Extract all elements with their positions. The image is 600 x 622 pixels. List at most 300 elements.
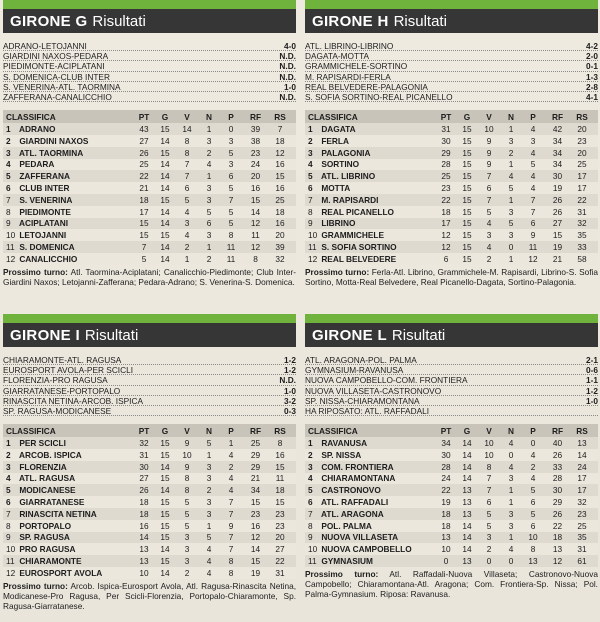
table-row — [3, 194, 296, 206]
team-position: 6 — [6, 497, 11, 507]
team-name: ATL. RAFFADALI — [321, 497, 389, 507]
match-score: 0-1 — [586, 61, 598, 72]
match-score: N.D. — [279, 375, 296, 386]
table-row — [3, 532, 296, 544]
header-classifica: CLASSIFICA — [6, 425, 56, 436]
team-name: RINASCITA NETINA — [19, 508, 97, 519]
next-round — [3, 267, 296, 287]
stat-n: 3 — [508, 230, 514, 241]
stat-n: 3 — [508, 206, 514, 217]
stat-p: 4 — [530, 449, 536, 460]
stat-pt: 18 — [139, 497, 149, 507]
team-cell — [6, 242, 134, 252]
stat-rf: 34 — [552, 135, 563, 146]
team-position: 5 — [6, 171, 11, 182]
stat-rs: 18 — [275, 135, 285, 146]
stat-pt: 25 — [139, 159, 149, 170]
stat-rf: 15 — [250, 555, 261, 566]
team-position: 8 — [6, 520, 11, 531]
risultati-label: Risultati — [84, 326, 139, 344]
stat-rf: 33 — [552, 461, 563, 472]
stat-pt: 29 — [441, 147, 451, 158]
result-row — [3, 92, 296, 102]
team-cell — [308, 438, 436, 448]
stat-rs: 15 — [275, 171, 285, 182]
stat-rs: 13 — [577, 438, 587, 449]
stat-pt: 32 — [139, 438, 149, 449]
stat-n: 4 — [206, 544, 212, 555]
stat-rs: 32 — [275, 253, 285, 264]
match-name: M. RAPISARDI-FERLA — [305, 71, 391, 82]
stat-pt: 28 — [441, 159, 451, 170]
stat-rs: 17 — [577, 171, 587, 182]
stat-p: 5 — [228, 183, 234, 193]
stat-g: 15 — [160, 449, 170, 460]
team-cell — [6, 254, 134, 264]
team-name: PORTOPALO — [19, 520, 72, 531]
match-name: S. SOFIA SORTINO-REAL PICANELLO — [305, 91, 453, 102]
stat-rf: 24 — [250, 159, 261, 170]
accent-bar — [3, 314, 296, 323]
stat-v: 5 — [486, 508, 492, 519]
stat-p: 0 — [228, 124, 234, 135]
team-name: MODICANESE — [19, 485, 76, 496]
stat-v: 6 — [486, 497, 492, 507]
stat-p: 9 — [530, 230, 536, 241]
team-cell — [6, 532, 134, 542]
match-score: 0-3 — [284, 405, 296, 416]
result-row — [305, 72, 598, 82]
girone-g-panel — [3, 0, 296, 287]
stat-n: 2 — [206, 147, 212, 158]
header-rf: RF — [249, 425, 262, 436]
stat-rs: 22 — [275, 555, 285, 566]
stat-rs: 32 — [577, 218, 587, 229]
team-name: COM. FRONTIERA — [321, 461, 394, 472]
stat-rs: 17 — [577, 473, 587, 484]
team-position: 12 — [308, 253, 318, 264]
team-name: ATL. LIBRINO — [321, 171, 376, 182]
stat-v: 8 — [184, 135, 190, 146]
team-name: ZAFFERANA — [19, 171, 71, 182]
stat-g: 14 — [462, 520, 472, 531]
stat-n: 3 — [206, 461, 212, 472]
team-position: 3 — [308, 461, 313, 472]
team-name: PEDARA — [19, 159, 55, 170]
header-rs: RS — [576, 111, 588, 122]
team-cell — [6, 485, 134, 495]
stat-pt: 27 — [139, 473, 149, 484]
stat-p: 8 — [228, 230, 234, 241]
stat-rs: 31 — [275, 567, 285, 578]
stat-rs: 14 — [577, 449, 587, 460]
table-row — [3, 170, 296, 182]
team-cell — [308, 532, 436, 542]
stat-rs: 23 — [577, 508, 587, 519]
stat-p: 6 — [530, 520, 536, 531]
next-round-label: Prossimo turno: — [3, 266, 68, 277]
match-score: 0-6 — [586, 365, 598, 376]
stat-g: 15 — [160, 473, 170, 484]
stat-p: 8 — [530, 544, 536, 555]
stat-pt: 18 — [441, 520, 451, 531]
match-score: 1-0 — [284, 385, 296, 396]
stat-pt: 10 — [441, 544, 451, 555]
stat-n: 4 — [508, 438, 514, 449]
stat-g: 15 — [160, 555, 170, 566]
girone-i-panel — [3, 314, 296, 611]
table-row — [305, 170, 598, 182]
results-list — [3, 355, 296, 416]
stat-p: 9 — [228, 520, 234, 531]
team-name: REAL PICANELLO — [321, 206, 394, 217]
stat-rf: 21 — [250, 473, 261, 484]
team-position: 8 — [308, 206, 313, 217]
stat-v: 6 — [486, 183, 492, 193]
team-position: 11 — [6, 555, 15, 566]
header-n: N — [508, 111, 514, 122]
girone-name: GIRONE I — [10, 326, 80, 344]
result-row — [305, 92, 598, 102]
stat-g: 14 — [462, 438, 472, 449]
team-cell — [6, 171, 134, 181]
accent-bar — [305, 314, 598, 323]
table-row — [3, 461, 296, 473]
stat-pt: 34 — [441, 438, 451, 449]
stat-pt: 28 — [441, 461, 451, 472]
team-cell — [308, 473, 436, 483]
table-row — [3, 484, 296, 496]
stat-n: 3 — [206, 194, 212, 205]
stat-rs: 15 — [275, 497, 285, 507]
stat-v: 0 — [486, 555, 492, 566]
team-cell — [6, 497, 134, 507]
stat-rs: 20 — [577, 124, 587, 135]
stat-g: 13 — [462, 555, 472, 566]
stat-p: 1 — [228, 438, 234, 449]
team-name: PIEDIMONTE — [19, 206, 71, 217]
team-name: ATL. RAGUSA — [19, 473, 76, 484]
stat-rf: 14 — [250, 544, 261, 555]
stat-v: 14 — [182, 124, 192, 135]
stat-rf: 12 — [250, 241, 261, 252]
stat-n: 2 — [206, 485, 212, 496]
stat-g: 15 — [160, 194, 170, 205]
team-name: RAVANUSA — [321, 438, 368, 449]
stat-n: 3 — [206, 497, 212, 507]
stat-n: 5 — [206, 438, 212, 449]
result-row — [3, 61, 296, 71]
next-round-fixtures: Arcob. Ispica-Eurosport Avola, Atl. Ragusa-Rinascita Netina, Modicanese-Pro Ragusa, Per Scicli-Florenzia, Portopalo-Chiaramonte, Sp. Ragusa-Giarratanese. — [3, 580, 297, 612]
stat-rf: 18 — [552, 532, 563, 543]
team-position: 2 — [6, 135, 11, 146]
team-cell — [308, 195, 436, 205]
team-name: CLUB INTER — [19, 183, 70, 193]
next-round-label: Prossimo turno: — [305, 568, 379, 579]
stat-n: 2 — [508, 147, 514, 158]
stat-n: 5 — [206, 532, 212, 543]
match-name: ATL. LIBRINO-LIBRINO — [305, 41, 394, 51]
stat-pt: 18 — [139, 194, 149, 205]
stat-n: 1 — [206, 171, 212, 182]
team-position: 5 — [308, 485, 313, 496]
table-row — [305, 437, 598, 449]
stat-rf: 26 — [552, 206, 563, 217]
team-cell — [308, 136, 436, 146]
stat-p: 11 — [528, 241, 538, 252]
table-row — [305, 206, 598, 218]
stat-rf: 34 — [552, 159, 563, 170]
stat-g: 14 — [160, 171, 170, 182]
header-pt: PT — [138, 111, 150, 122]
stat-pt: 12 — [441, 241, 451, 252]
stat-pt: 17 — [139, 206, 149, 217]
team-position: 10 — [6, 544, 16, 555]
team-position: 3 — [6, 147, 11, 158]
team-cell — [6, 544, 134, 554]
match-name: CHIARAMONTE-ATL. RAGUSA — [3, 355, 122, 365]
team-cell — [308, 242, 436, 252]
stat-rf: 15 — [250, 194, 261, 205]
stat-g: 15 — [462, 230, 472, 241]
header-rs: RS — [274, 425, 286, 436]
match-score: 4-1 — [586, 91, 598, 102]
team-position: 6 — [6, 183, 11, 193]
team-position: 12 — [6, 567, 16, 578]
stat-pt: 22 — [139, 171, 149, 182]
stat-n: 1 — [508, 532, 514, 543]
stat-rf: 34 — [552, 147, 563, 158]
stat-pt: 24 — [441, 473, 451, 484]
match-name: SP. NISSA-CHIARAMONTANA — [305, 395, 420, 406]
stat-v: 10 — [484, 124, 494, 135]
stat-p: 0 — [530, 438, 536, 449]
team-cell — [6, 124, 134, 134]
match-name: SP. RAGUSA-MODICANESE — [3, 405, 112, 416]
stat-p: 5 — [530, 485, 536, 496]
stat-n: 1 — [206, 449, 212, 460]
team-name: LIBRINO — [321, 218, 356, 229]
stat-n: 3 — [206, 473, 212, 484]
team-cell — [308, 218, 436, 228]
match-score: 1-3 — [586, 71, 598, 82]
stat-pt: 10 — [139, 567, 149, 578]
match-name: DAGATA-MOTTA — [305, 51, 370, 62]
header-pt: PT — [440, 425, 452, 436]
stat-pt: 26 — [139, 485, 149, 496]
result-row — [305, 365, 598, 375]
standings-header — [3, 110, 296, 123]
stat-v: 5 — [184, 508, 190, 519]
stat-g: 15 — [462, 171, 472, 182]
team-name: EUROSPORT AVOLA — [19, 567, 103, 578]
header-classifica: CLASSIFICA — [308, 425, 358, 436]
stat-g: 15 — [462, 253, 472, 264]
stat-rf: 11 — [251, 230, 260, 241]
stat-rs: 15 — [275, 461, 285, 472]
stat-p: 7 — [228, 497, 234, 507]
stat-n: 0 — [508, 449, 514, 460]
stat-rs: 16 — [275, 218, 285, 229]
stat-p: 6 — [228, 171, 234, 182]
team-name: MOTTA — [321, 183, 351, 193]
team-cell — [308, 254, 436, 264]
stat-g: 14 — [160, 567, 170, 578]
stat-rs: 39 — [275, 241, 285, 252]
team-position: 7 — [6, 194, 11, 205]
header-rf: RF — [249, 111, 262, 122]
stat-n: 6 — [206, 218, 212, 229]
stat-rf: 29 — [250, 461, 261, 472]
header-v: V — [184, 111, 190, 122]
result-row — [3, 82, 296, 92]
stat-g: 15 — [462, 194, 472, 205]
match-score: 1-2 — [284, 355, 296, 365]
stat-p: 4 — [530, 473, 536, 484]
stat-p: 4 — [530, 183, 536, 193]
stat-v: 8 — [184, 473, 190, 484]
stat-g: 14 — [160, 461, 170, 472]
stat-v: 10 — [484, 438, 494, 449]
header-pt: PT — [440, 111, 452, 122]
team-position: 8 — [308, 520, 313, 531]
stat-v: 9 — [486, 147, 492, 158]
stat-n: 3 — [206, 183, 212, 193]
table-row — [3, 473, 296, 485]
team-position: 9 — [308, 532, 313, 543]
stat-p: 7 — [228, 508, 234, 519]
stat-v: 9 — [486, 135, 492, 146]
accent-bar — [305, 0, 598, 9]
header-g: G — [161, 111, 169, 122]
stat-p: 12 — [528, 253, 538, 264]
stat-n: 3 — [206, 230, 212, 241]
stat-rf: 15 — [552, 230, 563, 241]
stat-g: 15 — [462, 159, 472, 170]
stat-rf: 30 — [552, 171, 563, 182]
stat-rs: 7 — [277, 124, 283, 135]
stat-rf: 30 — [552, 485, 563, 496]
team-cell — [6, 230, 134, 240]
stat-rf: 26 — [552, 508, 563, 519]
stat-rf: 42 — [552, 124, 563, 135]
stat-p: 4 — [228, 449, 234, 460]
table-row — [3, 159, 296, 171]
stat-g: 14 — [160, 544, 170, 555]
team-cell — [6, 521, 134, 531]
stat-g: 13 — [462, 508, 472, 519]
header-n: N — [206, 111, 212, 122]
match-name: ADRANO-LETOJANNI — [3, 41, 87, 51]
result-row — [305, 355, 598, 365]
table-row — [305, 449, 598, 461]
team-name: ARCOB. ISPICA — [19, 449, 82, 460]
stat-rf: 12 — [250, 218, 261, 229]
team-name: SP. RAGUSA — [19, 532, 70, 543]
team-cell — [6, 218, 134, 228]
team-name: GIARDINI NAXOS — [19, 135, 89, 146]
table-row — [305, 520, 598, 532]
stat-v: 3 — [184, 555, 190, 566]
stat-rf: 39 — [250, 124, 261, 135]
match-score: 1-1 — [586, 375, 598, 386]
stat-p: 7 — [530, 206, 536, 217]
team-name: PER SCICLI — [19, 438, 66, 449]
stat-p: 4 — [530, 124, 536, 135]
stat-rf: 29 — [552, 497, 563, 507]
stat-p: 7 — [228, 532, 234, 543]
stat-n: 4 — [508, 544, 514, 555]
stat-p: 4 — [228, 485, 234, 496]
team-cell — [308, 183, 436, 193]
stat-n: 1 — [508, 194, 514, 205]
stat-rf: 20 — [250, 171, 261, 182]
standings-header — [305, 110, 598, 123]
stat-n: 3 — [508, 520, 514, 531]
table-row — [305, 229, 598, 241]
team-position: 6 — [308, 497, 313, 507]
table-row — [305, 182, 598, 194]
stat-g: 14 — [462, 449, 472, 460]
team-cell — [6, 207, 134, 217]
match-score: N.D. — [279, 71, 296, 82]
stat-p: 7 — [530, 194, 536, 205]
stat-rf: 26 — [552, 194, 563, 205]
stat-rs: 16 — [275, 183, 285, 193]
stat-rs: 23 — [577, 135, 587, 146]
stat-rs: 61 — [577, 555, 587, 566]
stat-g: 15 — [160, 124, 170, 135]
table-row — [305, 543, 598, 555]
stat-n: 0 — [508, 555, 514, 566]
stat-rf: 28 — [552, 473, 563, 484]
stat-pt: 26 — [139, 147, 149, 158]
table-row — [305, 461, 598, 473]
match-name: REAL BELVEDERE-PALAGONIA — [305, 81, 428, 92]
header-v: V — [486, 111, 492, 122]
table-row — [3, 182, 296, 194]
team-position: 7 — [308, 194, 313, 205]
stat-n: 1 — [508, 124, 514, 135]
team-position: 10 — [6, 230, 16, 241]
team-cell — [308, 159, 436, 169]
match-name: HA RIPOSATO: ATL. RAFFADALI — [305, 405, 430, 416]
results-list — [305, 41, 598, 102]
results-list — [305, 355, 598, 416]
stat-n: 1 — [206, 124, 212, 135]
table-row — [3, 253, 296, 265]
stat-g: 14 — [160, 206, 170, 217]
stat-v: 3 — [486, 532, 492, 543]
team-name: M. RAPISARDI — [321, 194, 379, 205]
team-name: POL. PALMA — [321, 520, 372, 531]
accent-bar — [3, 0, 296, 9]
stat-rf: 23 — [250, 508, 261, 519]
stat-rf: 19 — [552, 183, 563, 193]
header-rs: RS — [274, 111, 286, 122]
stat-rf: 19 — [250, 567, 261, 578]
stat-rs: 22 — [577, 194, 587, 205]
stat-p: 10 — [528, 532, 538, 543]
stat-p: 11 — [226, 253, 236, 264]
stat-g: 13 — [462, 497, 472, 507]
stat-n: 4 — [508, 171, 514, 182]
match-score: N.D. — [279, 91, 296, 102]
team-name: PALAGONIA — [321, 147, 371, 158]
table-row — [3, 449, 296, 461]
match-name: FLORENZIA-PRO RAGUSA — [3, 375, 108, 386]
stat-p: 7 — [228, 544, 234, 555]
